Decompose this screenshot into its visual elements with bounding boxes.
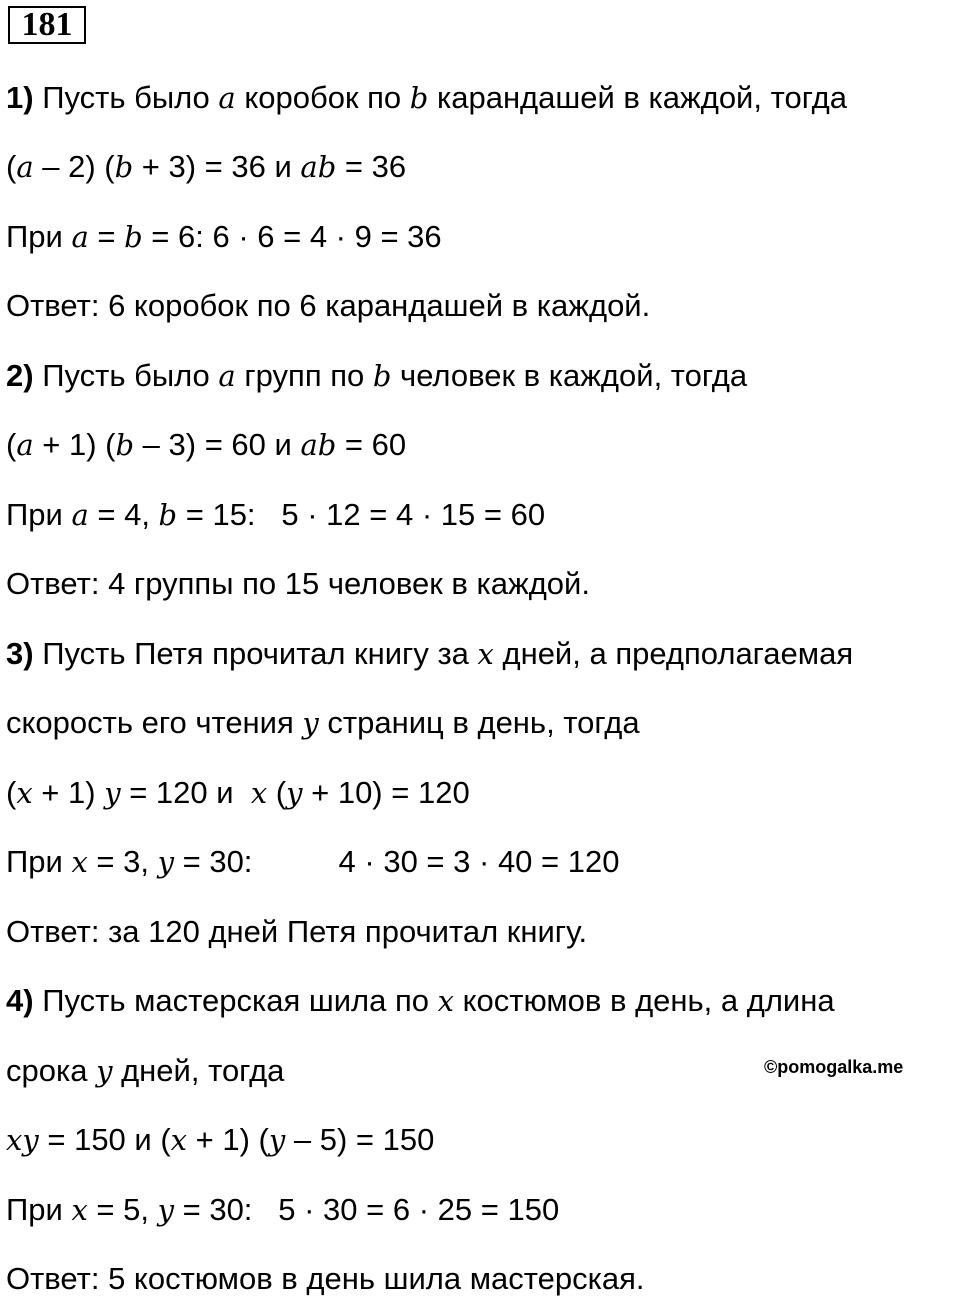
p1-line-2: (𝑎 – 2) (𝑏 + 3) = 36 и 𝑎𝑏 = 36 — [6, 149, 407, 184]
p3-line-4: При 𝑥 = 3, 𝑦 = 30: 4 · 30 = 3 · 40 = 120 — [6, 844, 620, 879]
var-x: 𝑥 — [437, 984, 454, 1018]
p2-line-1: 2) Пусть было 𝑎 групп по 𝑏 человек в каждой, тогда — [6, 358, 748, 393]
var-x: 𝑥 — [477, 637, 494, 671]
p4-answer: Ответ: 5 костюмов в день шила мастерская. — [6, 1261, 645, 1296]
var-y: 𝑦 — [302, 706, 319, 740]
var-b: 𝑏 — [409, 81, 429, 115]
var-a: 𝑎 — [16, 428, 34, 462]
p3-line-1: 3) Пусть Петя прочитал книгу за 𝑥 дней, а предполагаемая — [6, 636, 854, 671]
var-a: 𝑎 — [71, 220, 89, 254]
var-y: 𝑦 — [157, 1193, 174, 1227]
var-b: 𝑏 — [158, 498, 178, 532]
p2-label: 2) — [6, 358, 34, 393]
p4-label: 4) — [6, 983, 34, 1018]
p3-line-2: скорость его чтения 𝑦 страниц в день, тогда — [6, 705, 640, 740]
var-b: 𝑏 — [124, 220, 143, 254]
var-a: 𝑎 — [16, 150, 34, 184]
var-y: 𝑦 — [157, 845, 174, 879]
p2-line-3: При 𝑎 = 4, 𝑏 = 15: 5 · 12 = 4 · 15 = 60 — [6, 497, 546, 532]
p3-line-3: (𝑥 + 1) 𝑦 = 120 и 𝑥 (𝑦 + 10) = 120 — [6, 775, 470, 810]
var-y: 𝑦 — [96, 1054, 113, 1088]
p4-line-4: При 𝑥 = 5, 𝑦 = 30: 5 · 30 = 6 · 25 = 150 — [6, 1192, 560, 1227]
var-a: 𝑎 — [218, 359, 236, 393]
var-y: 𝑦 — [268, 1123, 286, 1157]
var-x: 𝑥 — [16, 776, 33, 810]
p1-line-3: При 𝑎 = 𝑏 = 6: 6 · 6 = 4 · 9 = 36 — [6, 219, 442, 254]
p2-answer: Ответ: 4 группы по 15 человек в каждой. — [6, 566, 590, 601]
var-x: 𝑥 — [170, 1123, 188, 1157]
p2-line-2: (𝑎 + 1) (𝑏 – 3) = 60 и 𝑎𝑏 = 60 — [6, 427, 407, 462]
var-b: 𝑏 — [372, 359, 392, 393]
var-xy: 𝑥𝑦 — [6, 1123, 39, 1157]
p4-line-2: срока 𝑦 дней, тогда — [6, 1053, 285, 1088]
var-y: 𝑦 — [286, 776, 303, 810]
var-a: 𝑎 — [218, 81, 236, 115]
task-number: 181 — [8, 6, 86, 44]
var-b: 𝑏 — [115, 428, 135, 462]
var-b: 𝑏 — [114, 150, 134, 184]
var-ab: 𝑎𝑏 — [300, 150, 337, 184]
p4-line-1: 4) Пусть мастерская шила по 𝑥 костюмов в день, а длина — [6, 983, 835, 1018]
var-x: 𝑥 — [71, 1193, 88, 1227]
p1-label: 1) — [6, 80, 34, 115]
p4-line-3: 𝑥𝑦 = 150 и (𝑥 + 1) (𝑦 – 5) = 150 — [6, 1122, 435, 1157]
var-y: 𝑦 — [104, 776, 121, 810]
p1-line-1: 1) Пусть было 𝑎 коробок по 𝑏 карандашей в каждой, тогда — [6, 80, 847, 115]
var-ab: 𝑎𝑏 — [300, 428, 337, 462]
p3-answer: Ответ: за 120 дней Петя прочитал книгу. — [6, 914, 588, 949]
p1-answer: Ответ: 6 коробок по 6 карандашей в каждой. — [6, 288, 651, 323]
p3-label: 3) — [6, 636, 34, 671]
copyright-mark: ©pomogalka.me — [764, 1057, 904, 1077]
var-a: 𝑎 — [71, 498, 89, 532]
var-x: 𝑥 — [71, 845, 88, 879]
var-x: 𝑥 — [250, 776, 268, 810]
